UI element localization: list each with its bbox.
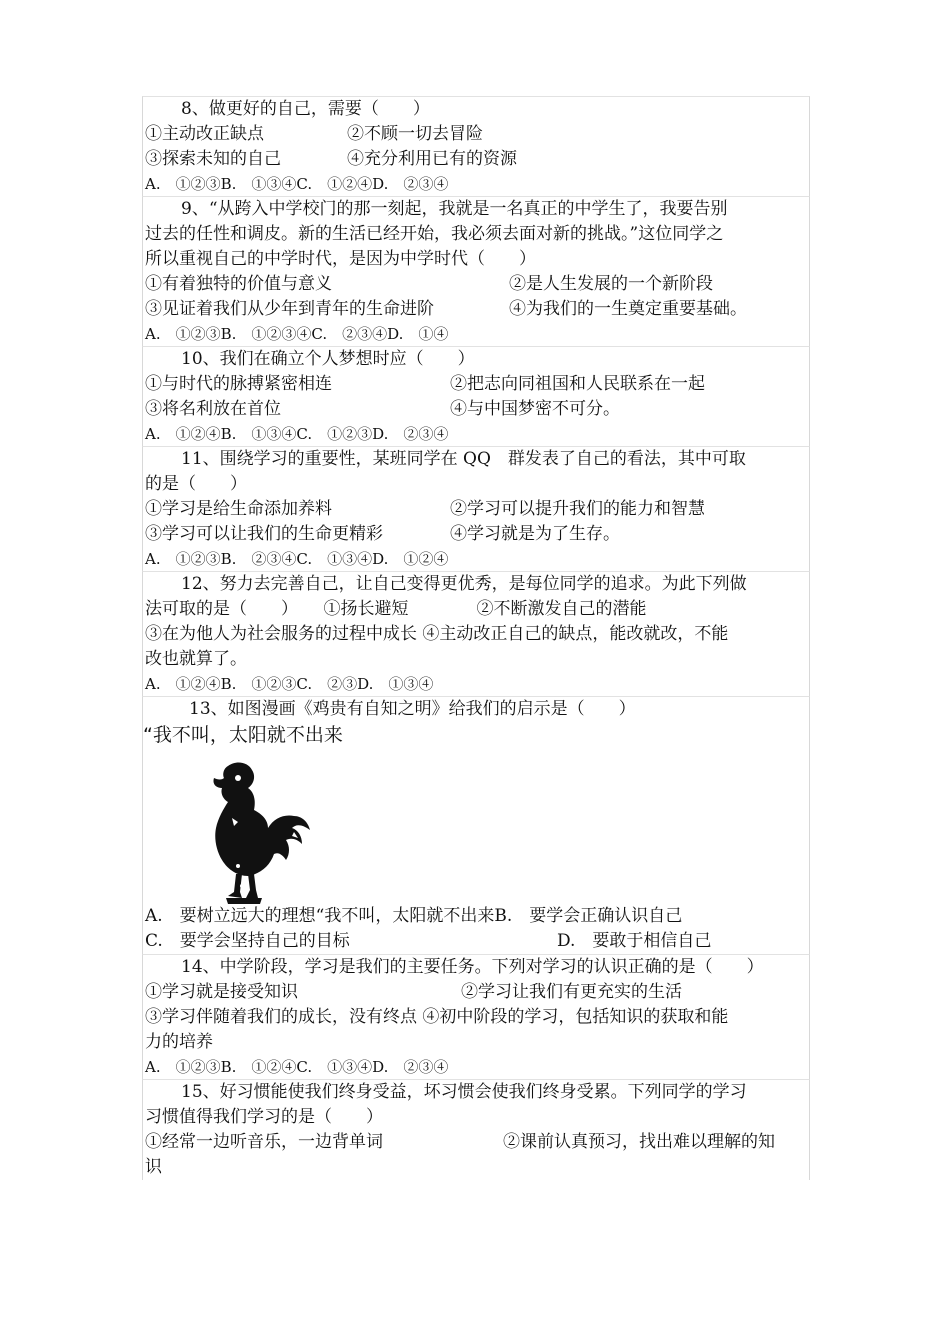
item: ③探索未知的自己 [145, 149, 281, 169]
question-14 [142, 954, 810, 1079]
question-13 [142, 696, 810, 954]
question-stem: 习惯值得我们学习的是（ ） [145, 1107, 383, 1127]
item: ②学习让我们有更充实的生活 [461, 982, 682, 1002]
item: ①学习就是接受知识 [145, 982, 298, 1002]
question-stem: 8、做更好的自己，需要（ ） [181, 99, 430, 119]
answer-items-row [143, 372, 809, 397]
question-stem: 11、围绕学习的重要性，某班同学在 QQ 群发表了自己的看法，其中可取 [181, 449, 746, 469]
item: ①经常一边听音乐，一边背单词 [145, 1132, 383, 1152]
choice-options: A. ①②④B. ①②③C. ②③D. ①③④ [145, 675, 434, 693]
answer-items-row [143, 147, 809, 172]
question-stem: 9、“从跨入中学校门的那一刻起，我就是一名真正的中学生了，我要告别 [181, 199, 728, 219]
item-continuation: 力的培养 [145, 1032, 213, 1052]
answer-items-row: ③学习伴随着我们的成长，没有终点 ④初中阶段的学习，包括知识的获取和能 [145, 1007, 729, 1027]
question-11 [142, 446, 810, 571]
exam-page [142, 96, 810, 1180]
answer-items-row [143, 497, 809, 522]
answer-items-row [143, 522, 809, 547]
item: ②课前认真预习，找出难以理解的知 [503, 1132, 775, 1152]
item: ②学习可以提升我们的能力和智慧 [450, 499, 705, 519]
item: ③见证着我们从少年到青年的生命进阶 [145, 299, 434, 319]
answer-items-row [143, 297, 809, 322]
item: ③学习可以让我们的生命更精彩 [145, 524, 383, 544]
answer-items-row [143, 397, 809, 422]
choice-row [143, 929, 809, 954]
answer-items-row [143, 122, 809, 147]
question-12 [142, 571, 810, 696]
question-stem: 法可取的是（ ） ①扬长避短 ②不断激发自己的潜能 [145, 599, 647, 619]
choice-options: A. ①②④B. ①③④C. ①②③D. ②③④ [145, 425, 449, 443]
choice-c: C. 要学会坚持自己的目标 [145, 931, 350, 951]
question-stem: 过去的任性和调皮。新的生活已经开始，我必须去面对新的挑战。”这位同学之 [145, 224, 724, 244]
choice-options: A. ①②③B. ①②③④C. ②③④D. ①④ [145, 325, 449, 343]
item: ①与时代的脉搏紧密相连 [145, 374, 332, 394]
answer-items-row [143, 1130, 809, 1155]
item: ①主动改正缺点 [145, 124, 264, 144]
question-stem: 改也就算了。 [145, 649, 247, 669]
question-stem: 14、中学阶段，学习是我们的主要任务。下列对学习的认识正确的是（ ） [181, 957, 764, 977]
question-stem: 10、我们在确立个人梦想时应（ ） [181, 349, 475, 369]
question-stem: 所以重视自己的中学时代，是因为中学时代（ ） [145, 249, 536, 269]
question-stem: 13、如图漫画《鸡贵有自知之明》给我们的启示是（ ） [189, 699, 636, 719]
cartoon-figure [143, 722, 809, 904]
choice-options: A. ①②③B. ②③④C. ①③④D. ①②④ [145, 550, 449, 568]
question-8 [142, 96, 810, 196]
item: ①有着独特的价值与意义 [145, 274, 332, 294]
choice-d: D. 要敢于相信自己 [557, 931, 712, 951]
choice-options: A. ①②③B. ①②④C. ①③④D. ②③④ [145, 1058, 449, 1076]
item: ①学习是给生命添加养料 [145, 499, 332, 519]
item: ③将名利放在首位 [145, 399, 281, 419]
rooster-image [198, 758, 318, 908]
item: ②是人生发展的一个新阶段 [509, 274, 713, 294]
choice-ab: A. 要树立远大的理想“我不叫，太阳就不出来B. 要学会正确认识自己 [145, 906, 683, 926]
answer-items-row [143, 272, 809, 297]
question-15 [142, 1079, 810, 1180]
item: ④充分利用已有的资源 [347, 149, 517, 169]
item: ②不顾一切去冒险 [347, 124, 483, 144]
item-continuation: 识 [145, 1157, 162, 1177]
cartoon-caption: “我不叫，太阳就不出来 [143, 724, 343, 746]
item: ④为我们的一生奠定重要基础。 [509, 299, 747, 319]
choice-options: A. ①②③B. ①③④C. ①②④D. ②③④ [145, 175, 449, 193]
question-stem: 的是（ ） [145, 474, 247, 494]
question-stem: ③在为他人为社会服务的过程中成长 ④主动改正自己的缺点，能改就改，不能 [145, 624, 729, 644]
item: ④与中国梦密不可分。 [450, 399, 620, 419]
answer-items-row [143, 980, 809, 1005]
question-9 [142, 196, 810, 346]
item: ②把志向同祖国和人民联系在一起 [450, 374, 705, 394]
question-stem: 12、努力去完善自己，让自己变得更优秀，是每位同学的追求。为此下列做 [181, 574, 747, 594]
question-10 [142, 346, 810, 446]
item: ④学习就是为了生存。 [450, 524, 620, 544]
question-stem: 15、好习惯能使我们终身受益，坏习惯会使我们终身受累。下列同学的学习 [181, 1082, 747, 1102]
